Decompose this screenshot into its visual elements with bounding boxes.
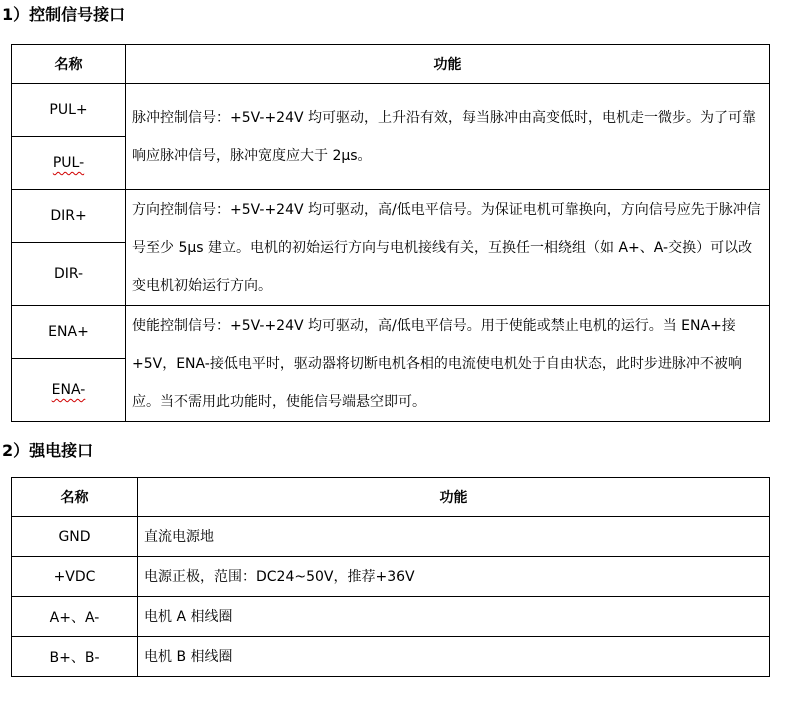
column-header-name: 名称 bbox=[12, 478, 138, 517]
signal-name-cell bbox=[12, 190, 126, 243]
column-header-function: 功能 bbox=[126, 45, 770, 84]
table-header-row bbox=[12, 478, 770, 517]
terminal-function: 电机 A 相线圈 bbox=[138, 597, 770, 637]
signal-description: 方向控制信号：+5V-+24V 均可驱动，高/低电平信号。为保证电机可靠换向，方向信号应先于脉冲信号至少 5μs 建立。电机的初始运行方向与电机接线有关，互换任一相绕组（如 A+、A-交换）可以改变电机初始运行方向。 bbox=[126, 190, 770, 306]
terminal-name: A+、A- bbox=[12, 597, 138, 637]
signal-name-cell bbox=[12, 137, 126, 190]
terminal-name: GND bbox=[12, 517, 138, 557]
signal-description: 使能控制信号：+5V-+24V 均可驱动，高/低电平信号。用于使能或禁止电机的运行。当 ENA+接+5V，ENA-接低电平时，驱动器将切断电机各相的电流使电机处于自由状态，此时步进脉冲不被响应。当不需用此功能时，使能信号端悬空即可。 bbox=[126, 306, 770, 422]
column-header-name: 名称 bbox=[12, 45, 126, 84]
signal-name: ENA+ bbox=[48, 324, 89, 340]
terminal-function: 直流电源地 bbox=[138, 517, 770, 557]
signal-name: DIR- bbox=[53, 266, 84, 282]
column-header-function: 功能 bbox=[138, 478, 770, 517]
signal-name: PUL+ bbox=[49, 102, 88, 118]
signal-name: PUL- bbox=[52, 155, 85, 171]
table-row bbox=[12, 84, 770, 137]
table-row bbox=[12, 517, 770, 557]
signal-name-cell bbox=[12, 243, 126, 306]
signal-name-cell bbox=[12, 359, 126, 422]
signal-description: 脉冲控制信号：+5V-+24V 均可驱动，上升沿有效，每当脉冲由高变低时，电机走一微步。为了可靠响应脉冲信号，脉冲宽度应大于 2μs。 bbox=[126, 84, 770, 190]
table-row bbox=[12, 190, 770, 243]
signal-name: DIR+ bbox=[50, 208, 87, 224]
control-signal-table bbox=[11, 44, 770, 422]
terminal-name: +VDC bbox=[12, 557, 138, 597]
section-title-control-interface: 1）控制信号接口 bbox=[2, 5, 126, 24]
section-title-power-interface: 2）强电接口 bbox=[2, 441, 94, 460]
signal-name: ENA- bbox=[51, 382, 86, 398]
terminal-function: 电源正极，范围：DC24~50V，推荐+36V bbox=[138, 557, 770, 597]
table-row bbox=[12, 306, 770, 359]
table-header-row bbox=[12, 45, 770, 84]
table-row bbox=[12, 637, 770, 677]
signal-name-cell bbox=[12, 84, 126, 137]
signal-name-cell bbox=[12, 306, 126, 359]
terminal-function: 电机 B 相线圈 bbox=[138, 637, 770, 677]
terminal-name: B+、B- bbox=[12, 637, 138, 677]
table-row bbox=[12, 597, 770, 637]
table-row bbox=[12, 557, 770, 597]
power-interface-table bbox=[11, 477, 770, 677]
